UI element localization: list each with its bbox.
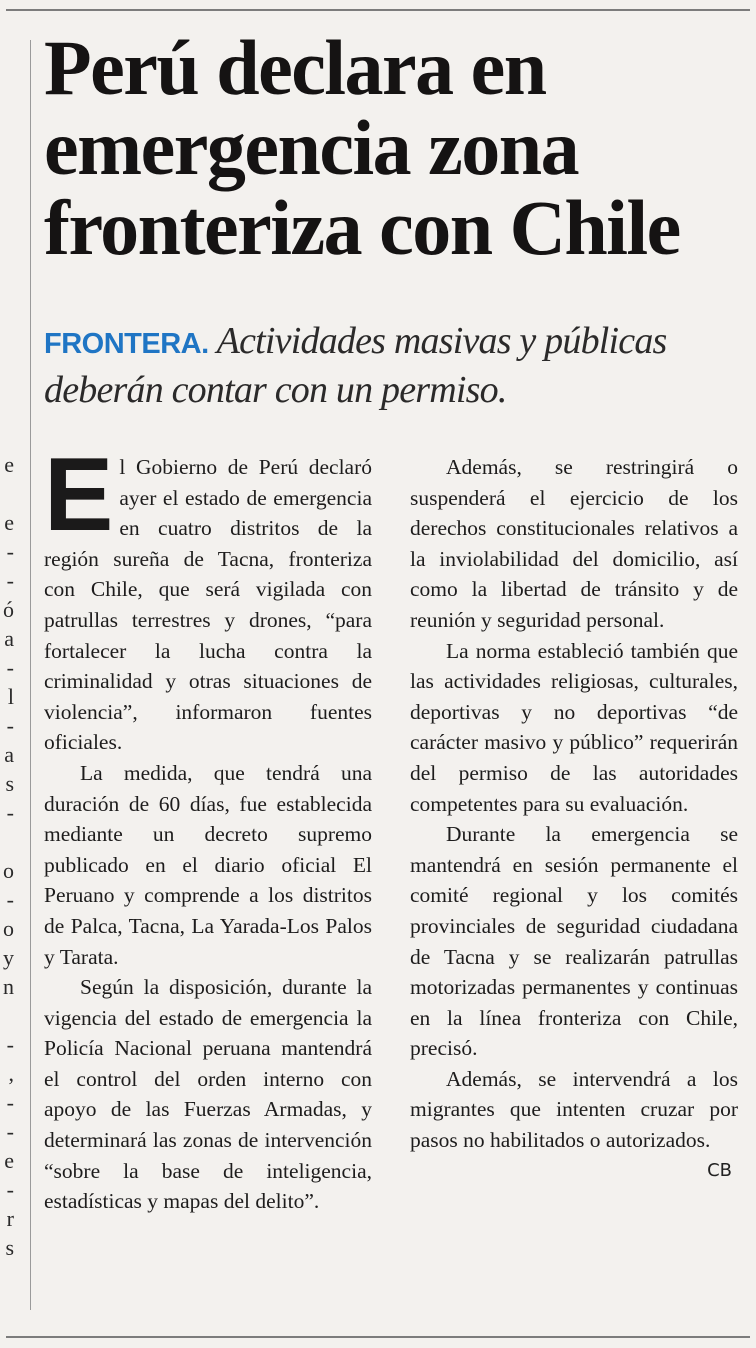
fragment-char: - [6, 1032, 14, 1057]
fragment-char: y [3, 945, 14, 970]
fragment-char: - [6, 887, 14, 912]
fragment-char: - [6, 1090, 14, 1115]
fragment-char: - [6, 655, 14, 680]
paragraph-text: Además, se intervendrá a los migrantes que intenten cruzar por pasos no habilitados o autorizados. [410, 1066, 738, 1153]
fragment-char: , [8, 1061, 14, 1086]
fragment-char: o [3, 858, 14, 883]
fragment-char: e [4, 510, 14, 535]
headline-line: fronteriza con Chile [44, 184, 680, 271]
paragraph-text: l Gobierno de Perú declaró ayer el estado de emergencia en cuatro distritos de la región sureña de Tacna, fronteriza con Chile, que será vigilada con patrullas terrestres y drones, “para fortalecer la lucha contra la criminalidad y otras situaciones de violencia”, informaron fuentes oficiales. [44, 455, 372, 755]
fragment-char [2, 827, 14, 856]
top-rule [6, 9, 750, 11]
fragment-char: ó [3, 597, 14, 622]
paragraph [410, 1064, 738, 1181]
fragment-char: - [6, 713, 14, 738]
fragment-char: e [4, 1148, 14, 1173]
fragment-char: - [6, 568, 14, 593]
fragment-char: l [7, 684, 14, 709]
fragment-char: s [5, 1235, 14, 1260]
headline [44, 24, 744, 271]
headline-line: Perú declara en [44, 24, 546, 111]
paragraph: La norma estableció también que las actividades religiosas, culturales, deportivas y no deportivas “de carácter masivo y público” requerirán del permiso de las autoridades competentes para su evaluación. [410, 638, 738, 816]
fragment-char [2, 479, 14, 508]
bottom-rule [6, 1336, 750, 1338]
author-signature: CB [707, 1159, 732, 1181]
fragment-char: s [5, 771, 14, 796]
paragraph: Según la disposición, durante la vigencia del estado de emergencia la Policía Nacional peruana mantendrá el control del orden interno con apoyo de las Fuerzas Armadas, y determinará las zonas de intervención “sobre la base de inteligencia, estadísticas y mapas del delito”. [44, 975, 372, 1214]
adjacent-article-fragments [2, 450, 14, 1262]
drop-cap: E [44, 437, 114, 553]
headline-line: emergencia zona [44, 104, 579, 191]
article-column-1 [44, 437, 372, 1217]
fragment-char: r [6, 1206, 14, 1231]
paragraph: Durante la emergencia se mantendrá en sesión permanente el comité regional y los comités provinciales de seguridad ciudadana de Tacna y se realizarán patrullas motorizadas permanentes y continuas en la línea fronteriza con Chile, precisó. [410, 822, 738, 1061]
subheadline [44, 318, 749, 413]
paragraph: Además, se restringirá o suspenderá el ejercicio de los derechos constitucionales relativos a la inviolabilidad del domicilio, así como la libertad de tránsito y de reunión y seguridad personal. [410, 455, 738, 632]
fragment-char: - [6, 1177, 14, 1202]
paragraph: La medida, que tendrá una duración de 60 días, fue establecida mediante un decreto supremo publicado en el diario oficial El Peruano y comprende a los distritos de Palca, Tacna, La Yarada-Los Palos y Tarata. [44, 760, 372, 969]
paragraph [44, 437, 372, 758]
article-column-2 [410, 452, 738, 1186]
fragment-char: a [4, 626, 14, 651]
subheadline-text: Actividades masivas y públicas deberán contar con un permiso. [44, 320, 667, 411]
fragment-char [2, 1001, 14, 1030]
fragment-char: a [4, 742, 14, 767]
fragment-char: - [6, 539, 14, 564]
fragment-char: e [4, 452, 14, 477]
fragment-char: - [6, 1119, 14, 1144]
fragment-char: - [6, 800, 14, 825]
fragment-char: n [3, 974, 14, 999]
fragment-char: o [3, 916, 14, 941]
section-kicker: FRONTERA. [44, 328, 209, 360]
column-divider [30, 40, 31, 1310]
